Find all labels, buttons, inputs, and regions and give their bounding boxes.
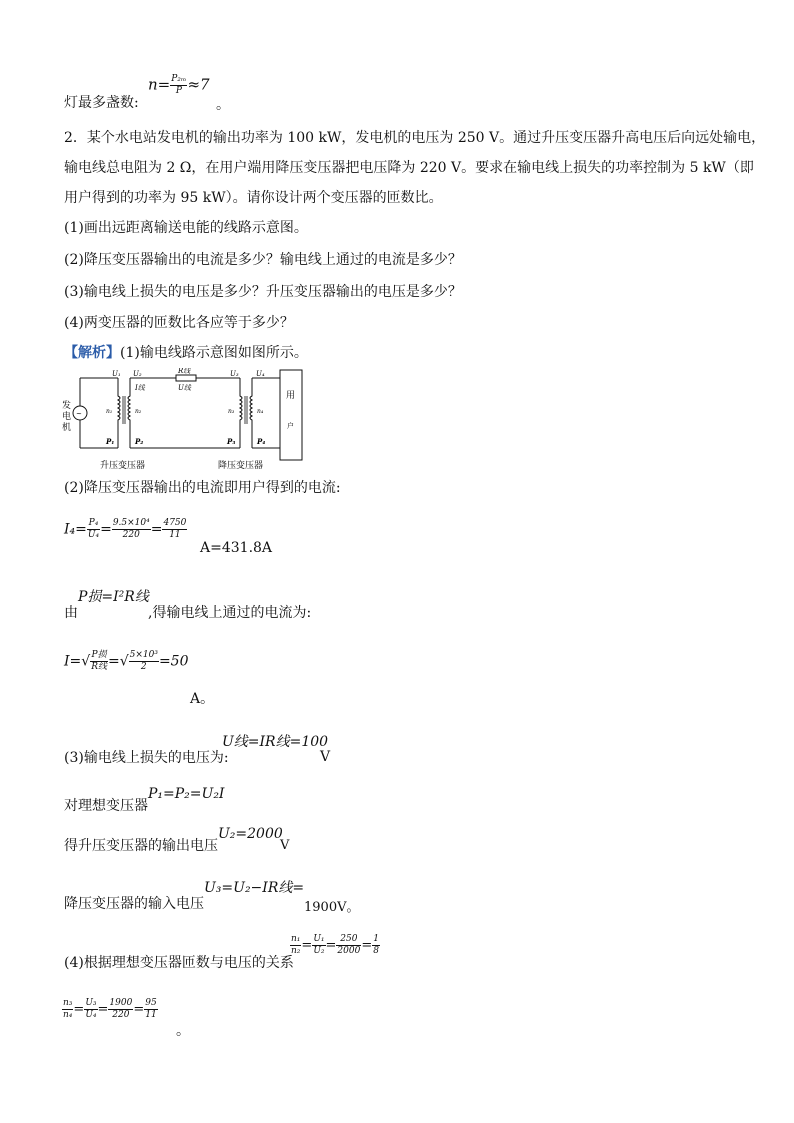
analysis-line-1	[64, 343, 308, 363]
by-pre: 由	[64, 605, 78, 621]
r1-f1-num: n₁	[291, 934, 301, 944]
label-n1: n₁	[106, 408, 113, 415]
r2-f3-num: 1900	[109, 998, 133, 1008]
u3-text: 降压变压器的输入电压	[64, 896, 204, 912]
i-frac-2	[129, 650, 159, 673]
r1-frac-3	[336, 934, 361, 957]
gen-char-1: 发	[62, 401, 72, 411]
gen-symbol: ~	[76, 410, 82, 418]
r2-f4-den: 11	[145, 1010, 157, 1020]
label-r-line: R线	[178, 368, 191, 375]
r1-f1-den: n₂	[291, 946, 301, 956]
r2-end: 。	[176, 1023, 190, 1039]
r1-frac-2	[312, 934, 325, 957]
r2-frac-3	[108, 998, 133, 1021]
user-box	[280, 370, 302, 460]
i-f1-den: R线	[91, 662, 107, 672]
question-4: (4)两变压器的匝数比各应等于多少？	[64, 315, 294, 331]
step-up-secondary-coil	[128, 378, 130, 448]
r1-f4-den: 8	[373, 946, 379, 956]
r1-eq1: =	[301, 938, 313, 953]
r1-frac-4	[372, 934, 380, 957]
lamp-formula-lhs: n	[148, 75, 158, 94]
r2-f4-num: 95	[145, 998, 157, 1008]
user-char-1: 用	[286, 391, 296, 401]
i4-eq2: =	[150, 521, 163, 538]
label-n2: n₂	[135, 408, 142, 415]
label-p3: P₃	[227, 437, 236, 446]
label-i-line: I线	[135, 384, 145, 392]
r2-eq1: =	[73, 1002, 85, 1017]
lamp-fraction	[170, 74, 187, 97]
i-unit: A。	[190, 691, 215, 707]
gen-char-3: 机	[62, 423, 72, 433]
p-loss-line	[64, 603, 311, 623]
label-p4: P₄	[257, 437, 266, 446]
r1-f3-num: 250	[336, 934, 361, 946]
step-down-primary-coil	[240, 378, 242, 448]
lamp-label-text: 灯最多盏数:	[64, 95, 139, 111]
r1-f2-num: U₁	[313, 934, 325, 944]
gen-char-2: 电	[62, 412, 72, 422]
solution-a3-text: (3)输电线上损失的电压为:	[64, 750, 229, 766]
problem-line-1: 2．某个水电站发电机的输出功率为 100 kW，发电机的电压为 250 V。通过升压变压器升高电压后向远处输电，	[64, 130, 766, 146]
label-step-down: 降压变压器	[218, 461, 264, 471]
r2-f1-den: n₄	[63, 1010, 73, 1020]
r1-f4-num: 1	[373, 934, 379, 944]
user-char-2: 户	[287, 422, 294, 430]
i4-f2-den: 220	[122, 530, 140, 540]
uline-formula: U线=IR线=100	[222, 734, 329, 750]
u3-result: 1900V。	[304, 900, 360, 915]
r1-f2-den: U₂	[313, 946, 325, 956]
lamp-frac-den: P	[175, 86, 182, 96]
i4-f3-den: 11	[169, 530, 181, 540]
r2-frac-1	[62, 998, 73, 1021]
i4-f1-num: P₄	[88, 518, 99, 528]
ratio-1-formula	[290, 934, 380, 957]
label-p2: P₂	[135, 437, 144, 446]
r2-frac-2	[84, 998, 97, 1021]
i4-formula	[64, 518, 187, 541]
u2-formula: U₂=2000	[218, 826, 283, 842]
problem-line-3: 用户得到的功率为 95 kW）。请你设计两个变压器的匝数比。	[64, 190, 443, 206]
i-lhs: I=	[64, 653, 82, 670]
r1-f3-den: 2000	[337, 946, 361, 956]
step-up-primary-coil	[118, 378, 120, 448]
i-f2-den: 2	[140, 662, 147, 672]
ideal-formula: P₁=P₂=U₂I	[148, 786, 225, 802]
label-u2: U₂	[133, 370, 142, 378]
label-n3: n₃	[228, 408, 235, 415]
label-n4: n₄	[257, 408, 264, 415]
label-u1: U₁	[112, 370, 121, 378]
r2-eq2: =	[97, 1002, 109, 1017]
i-eq1: =	[107, 653, 120, 670]
i-formula: I=√ $\frac{\text{P损}}{\text{R线}}$ =√ $\frac{\text{5×10³}}{2}$ =50	[64, 650, 189, 672]
i4-f1-den: U₄	[87, 530, 100, 540]
i-f1-num: P损	[91, 650, 107, 660]
problem-line-2: 输电线总电阻为 2 Ω，在用户端用降压变压器把电压降为 220 V。要求在输电线上损失的功率控制为 5 kW（即	[64, 160, 754, 176]
line-resistor	[176, 375, 196, 381]
i4-eq1: =	[100, 521, 112, 538]
r2-f2-num: U₃	[85, 998, 97, 1008]
r2-eq3: =	[133, 1002, 145, 1017]
uline-unit: V	[320, 749, 331, 765]
i-frac-1	[90, 650, 108, 673]
i4-f2-num: 9.5×10⁴	[112, 518, 150, 528]
u2-unit: V	[280, 838, 290, 853]
lamp-label	[64, 93, 139, 113]
analysis-a1: (1)输电线路示意图如图所示。	[120, 345, 308, 361]
i4-frac-3	[162, 518, 187, 541]
lamp-formula: n= $\frac{\text{P₂ₘ}}{P}$ ≈7	[148, 74, 210, 96]
u3-formula: U₃=U₂−IR线=	[204, 880, 305, 896]
solution-a2-text: (2)降压变压器输出的电流即用户得到的电流:	[64, 480, 341, 496]
step-down-secondary-coil	[250, 378, 252, 448]
i4-f3-num: 4750	[163, 518, 187, 528]
i4-lhs: I₄=	[64, 521, 87, 538]
lamp-frac-num: P₂ₘ	[171, 74, 187, 84]
i4-frac-1	[87, 518, 100, 541]
r1-eq3: =	[361, 938, 373, 953]
lamp-end: 。	[216, 97, 230, 113]
lamp-approx: ≈7	[187, 75, 210, 94]
i4-result: A=431.8A	[200, 540, 273, 556]
label-step-up: 升压变压器	[100, 461, 146, 471]
r2-f3-den: 220	[112, 1010, 130, 1020]
r2-frac-4	[144, 998, 157, 1021]
i-result: =50	[158, 653, 189, 670]
label-p1: P₁	[106, 437, 115, 446]
transmission-diagram	[60, 368, 310, 474]
question-2: (2)降压变压器输出的电流是多少？输电线上通过的电流是多少？	[64, 252, 462, 268]
i-f2-num: 5×10³	[129, 650, 158, 660]
r2-f1-num: n₃	[63, 998, 73, 1008]
r1-eq2: =	[325, 938, 337, 953]
question-3: (3)输电线上损失的电压是多少？升压变压器输出的电压是多少？	[64, 284, 462, 300]
label-u3: U₃	[230, 370, 239, 378]
by-post: ,得输电线上通过的电流为:	[148, 605, 312, 621]
label-u-line: U线	[178, 384, 191, 392]
analysis-tag: 【解析】	[64, 345, 120, 361]
solution-a4-text: (4)根据理想变压器匝数与电压的关系	[64, 955, 294, 971]
question-1: (1)画出远距离输送电能的线路示意图。	[64, 220, 308, 236]
u2-text: 得升压变压器的输出电压	[64, 838, 218, 854]
i4-frac-2	[112, 518, 151, 541]
p-loss-formula: P损=I²R线	[78, 589, 149, 605]
label-u4: U₄	[256, 370, 265, 378]
ratio-2-formula	[62, 998, 158, 1021]
r2-f2-den: U₄	[85, 1010, 97, 1020]
ideal-text: 对理想变压器	[64, 798, 148, 814]
